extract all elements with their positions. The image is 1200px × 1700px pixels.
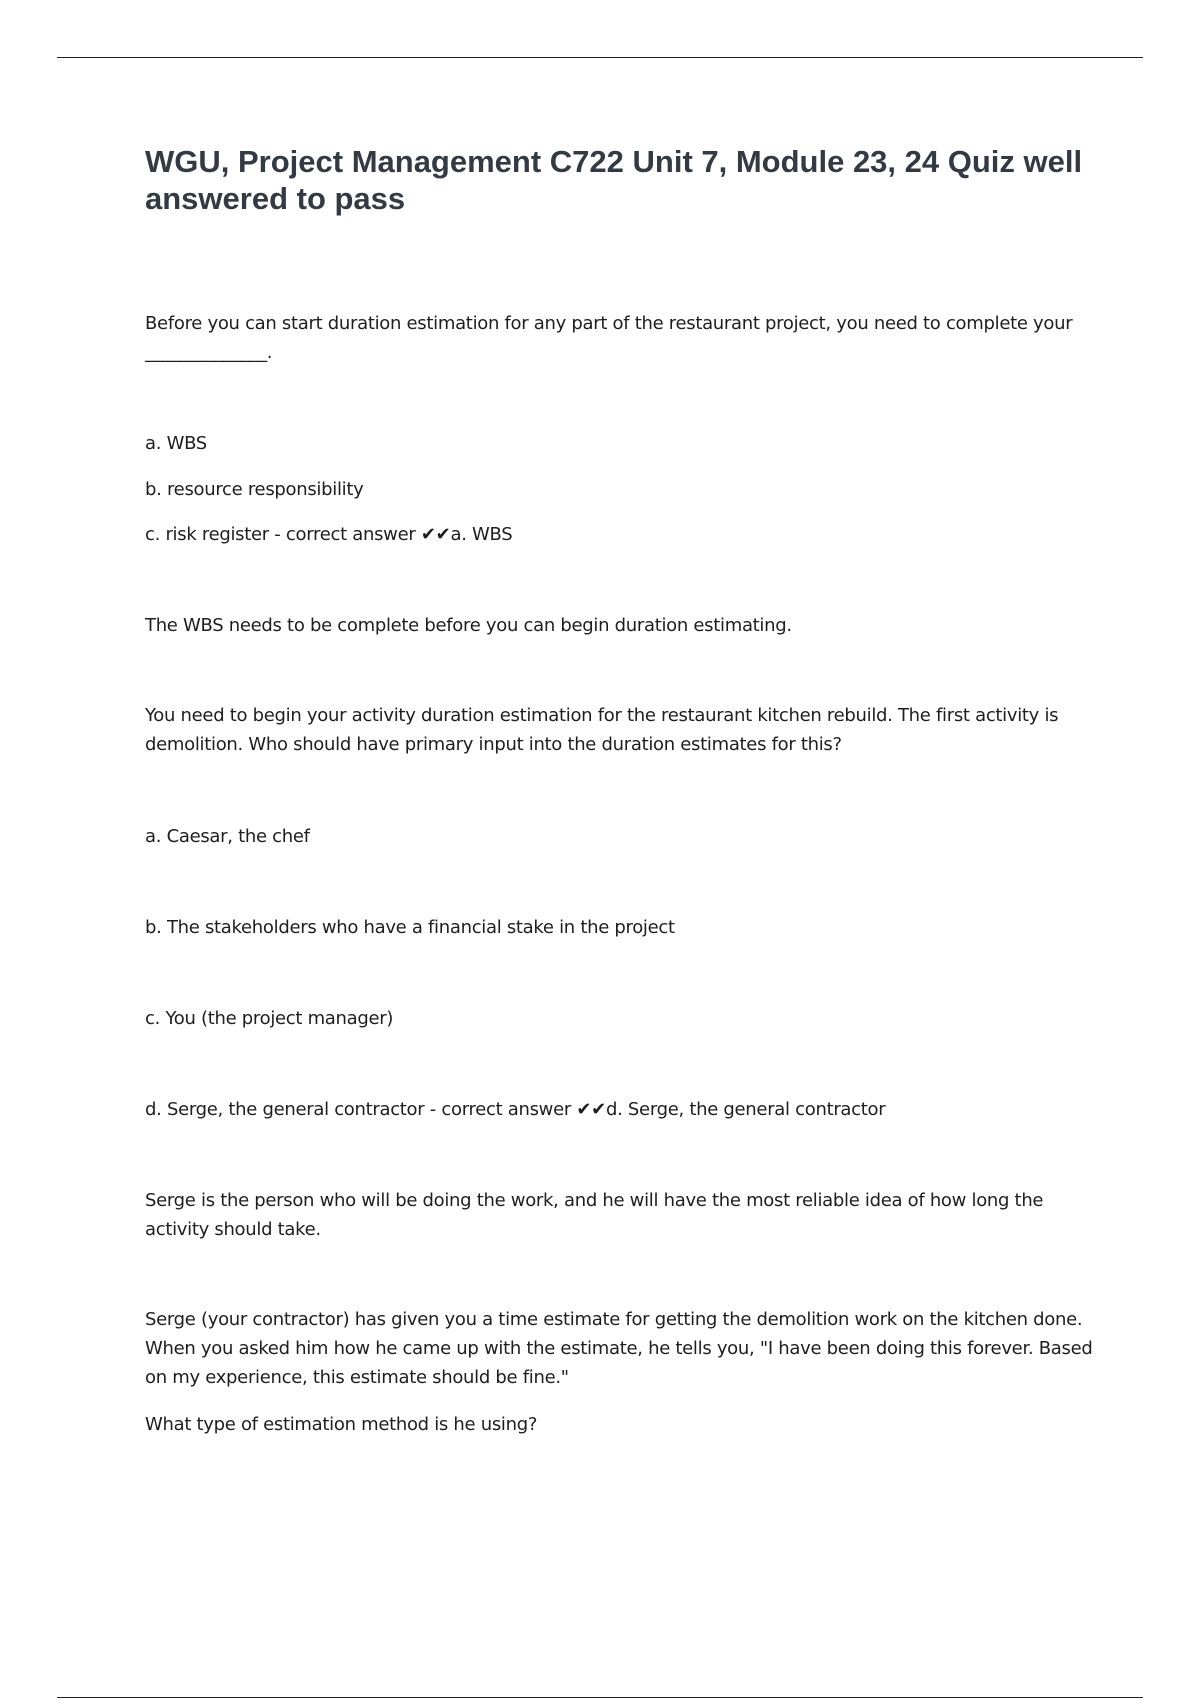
question-1-explanation: The WBS needs to be complete before you can begin duration estimating. xyxy=(145,615,792,636)
question-1-text: Before you can start duration estimation for any part of the restaurant project, you need to complete your ______________. xyxy=(145,313,1073,363)
document-title: WGU, Project Management C722 Unit 7, Module 23, 24 Quiz well answered to pass xyxy=(145,144,1083,216)
question-2-option-a: a. Caesar, the chef xyxy=(145,826,310,847)
question-2-option-c: c. You (the project manager) xyxy=(145,1008,394,1029)
bottom-rule xyxy=(57,1697,1143,1698)
question-1-option-b: b. resource responsibility xyxy=(145,479,364,500)
question-2-option-b: b. The stakeholders who have a financial stake in the project xyxy=(145,917,675,938)
question-3-scenario: Serge (your contractor) has given you a time estimate for getting the demolition work on the kitchen done. When you asked him how he came up with the estimate, he tells you, "I have been doing this forever. Based on my experience, this estimate should be fine." xyxy=(145,1309,1093,1388)
question-2-text: You need to begin your activity duration estimation for the restaurant kitchen rebuild. The first activity is demolition. Who should have primary input into the duration estimates for this? xyxy=(145,705,1059,755)
question-2-option-d: d. Serge, the general contractor - correct answer ✔✔d. Serge, the general contractor xyxy=(145,1099,886,1120)
question-2-explanation: Serge is the person who will be doing the work, and he will have the most reliable idea of how long the activity should take. xyxy=(145,1190,1044,1240)
question-1-option-c: c. risk register - correct answer ✔✔a. WBS xyxy=(145,524,513,545)
top-rule xyxy=(57,57,1143,58)
question-1-option-a: a. WBS xyxy=(145,433,207,454)
question-3-text: What type of estimation method is he using? xyxy=(145,1414,538,1435)
